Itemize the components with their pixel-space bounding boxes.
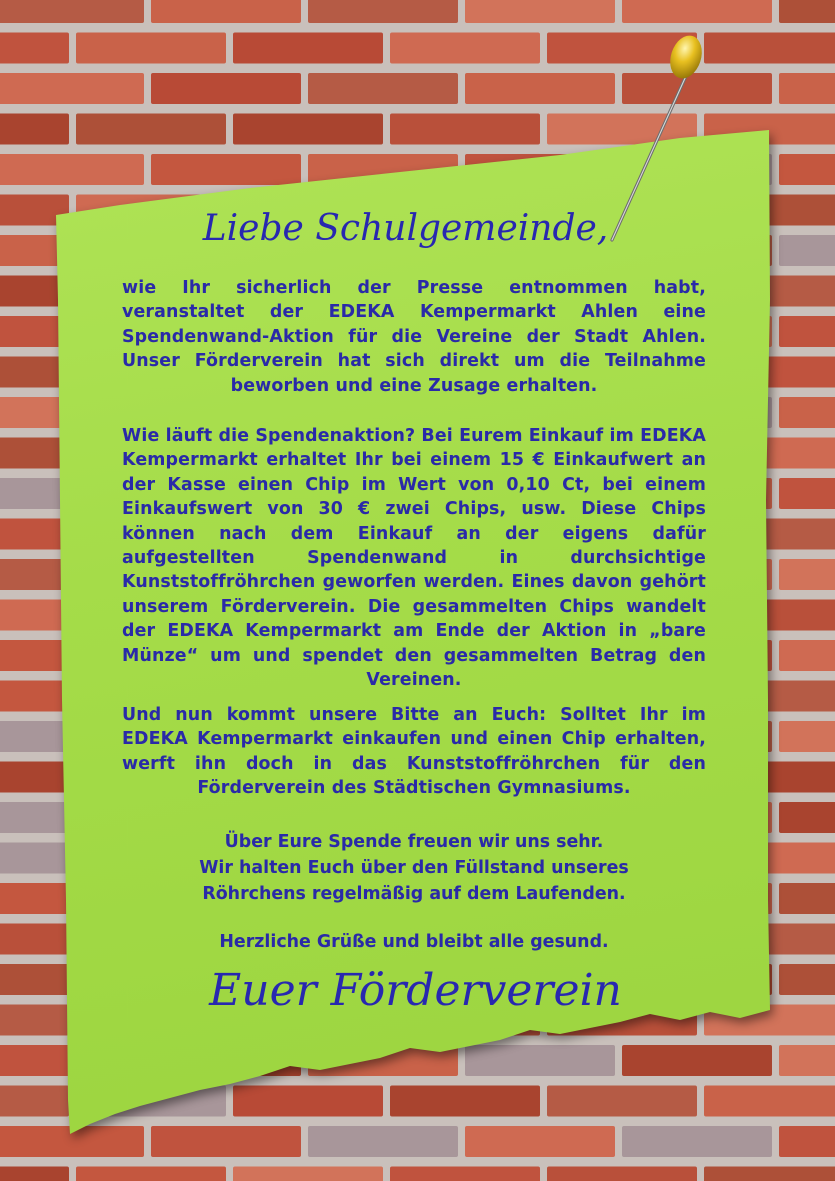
note-signature: Euer Förderverein — [209, 965, 622, 1016]
note-paragraph-how-it-works: Wie läuft die Spendenaktion? Bei Eurem Einkauf im EDEKA Kempermarkt erhaltet Ihr bei einem 15 € Einkaufwert an der Kasse einen Chip im Wert von 0,10 Ct, bei einem Einkaufswert von 30 € zwei Chips, usw. Diese Chips können nach dem Einkauf an der eigens dafür aufgestellten Spendenwand in durchsichtige Kunststoffröhrchen geworfen werden. Eines davon gehört unserem Förderverein. Die gesammelten Chips wandelt der EDEKA Kempermarkt am Ende der Aktion in „bare Münze“ um und spendet den gesammelten Betrag den Vereinen. — [122, 426, 706, 691]
note-heading: Liebe Schulgemeinde, — [202, 208, 609, 249]
closing-line-updates-2: Röhrchens regelmäßig auf dem Laufenden. — [202, 884, 626, 904]
closing-line-thanks: Über Eure Spende freuen wir uns sehr. — [224, 832, 604, 852]
closing-line-greetings: Herzliche Grüße und bleibt alle gesund. — [219, 932, 609, 952]
closing-line-updates-1: Wir halten Euch über den Füllstand unseres — [199, 858, 629, 878]
note-paragraph-request: Und nun kommt unsere Bitte an Euch: Solltet Ihr im EDEKA Kempermarkt einkaufen und einen Chip erhalten, werft ihn doch in das Kunststoffröhrchen für den Förderverein des Städtischen Gymnasiums. — [122, 705, 706, 799]
note-paragraph-intro: wie Ihr sicherlich der Presse entnommen habt, veranstaltet der EDEKA Kempermarkt Ahlen eine Spendenwand-Aktion für die Vereine der Stadt Ahlen. Unser Förderverein hat sich direkt um die Teilnahme beworben und eine Zusage erhalten. — [122, 278, 706, 396]
